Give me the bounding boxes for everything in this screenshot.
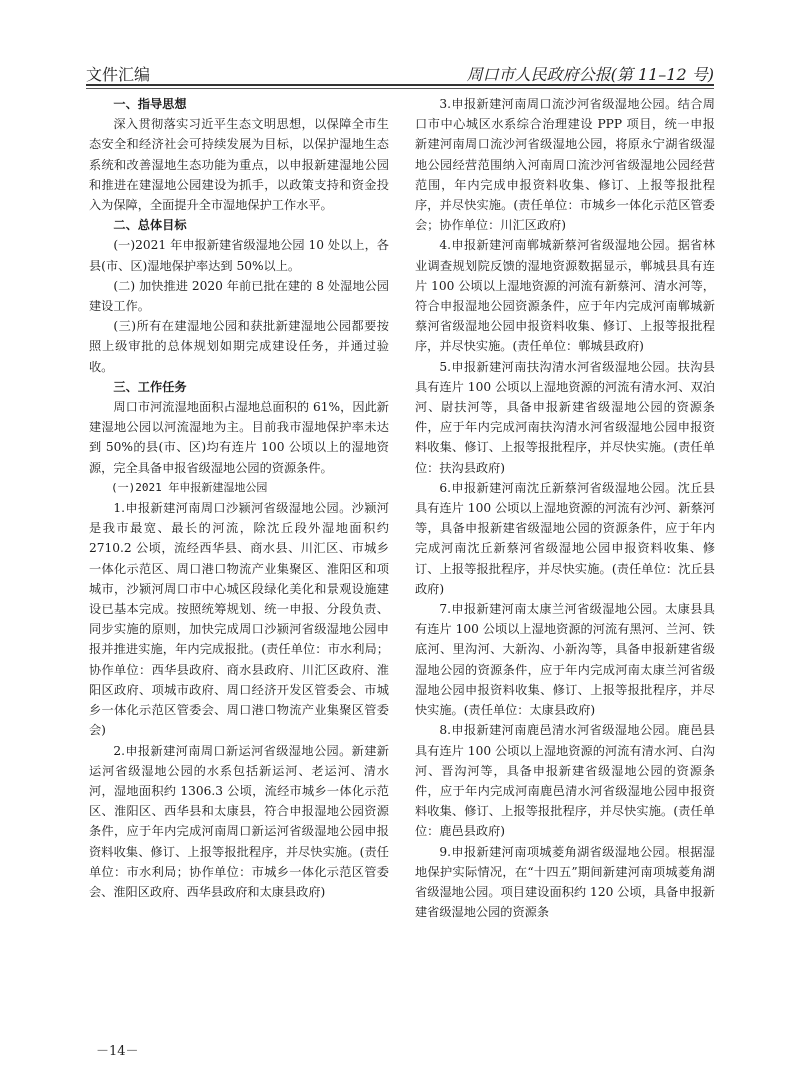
publication-title: 周口市人民政府公报(第 11–12 号): [466, 65, 714, 84]
header-rule-thin: [86, 88, 714, 89]
right-paragraph: 8.申报新建河南鹿邑清水河省级湿地公园。鹿邑县具有连片 100 公顷以上湿地资源的河流有清水河、白沟河、晋沟河等，具备申报新建省级湿地公园的资源条件，应于年内完成河南鹿邑清水河省级湿地公园申报资料收集、修订、上报等报批程序，并尽快实施。(责任单位：鹿邑县政府): [415, 723, 715, 839]
left-heading: (一)2021 年申报新建湿地公园: [111, 480, 268, 494]
left-paragraph: (二) 加快推进 2020 年前已批在建的 8 处湿地公园建设工作。: [89, 278, 389, 314]
page-number: －14－: [96, 1044, 139, 1059]
section-title: 文件汇编: [86, 65, 151, 84]
header-rule-thick: [86, 84, 714, 86]
left-paragraph: 1.申报新建河南周口沙颍河省级湿地公园。沙颍河是我市最宽、最长的河流，除沈丘段外湿地面积约 2710.2 公顷，流经西华县、商水县、川汇区、市城乡一体化示范区、周口港口物流产业集聚区、淮阳区和项城市，沙颍河周口市中心城区段绿化美化和景观设施建设已基本完成。按照统筹规划、统一申报、分段负责、同步实施的原则，加快完成周口沙颍河省级湿地公园申报并推进实施，年内完成报批。(责任单位：市水利局；协作单位：西华县政府、商水县政府、川汇区政府、淮阳区政府、项城市政府、周口经济开发区管委会、市城乡一体化示范区管委会、周口港口物流产业集聚区管委会): [89, 501, 389, 738]
left-paragraph: 深入贯彻落实习近平生态文明思想，以保障全市生态安全和经济社会可持续发展为目标，以保护湿地生态系统和改善湿地生态功能为重点，以申报新建湿地公园和推进在建湿地公园建设为抓手，以政策支持和资金投入为保障，全面提升全市湿地保护工作水平。: [89, 117, 389, 213]
right-paragraph: 3.申报新建河南周口流沙河省级湿地公园。结合周口市中心城区水系综合治理建设 PPP 项目，统一申报新建河南周口流沙河省级湿地公园，将原永宁湖省级湿地公园经营范围纳入河南周口流沙河省级湿地公园经营范围，年内完成申报资料收集、修订、上报等报批程序，并尽快实施。(责任单位：市城乡一体化示范区管委会；协作单位：川汇区政府): [415, 97, 715, 233]
left-heading: 三、工作任务: [113, 379, 187, 394]
page-header: [86, 62, 714, 86]
left-paragraph: 2.申报新建河南周口新运河省级湿地公园。新建新运河省级湿地公园的水系包括新运河、老运河、清水河，湿地面积约 1306.3 公顷，流经市城乡一体化示范区、淮阳区、西华县和太康县，符合申报湿地公园资源条件，应于年内完成河南周口新运河省级湿地公园申报资料收集、修订、上报等报批程序，并尽快实施。(责任单位：市水利局；协作单位：市城乡一体化示范区管委会、淮阳区政府、西华县政府和太康县政府): [89, 743, 389, 899]
left-paragraph: (三)所有在建湿地公园和获批新建湿地公园都要按照上级审批的总体规划如期完成建设任务，并通过验收。: [89, 319, 389, 374]
right-paragraph: 7.申报新建河南太康兰河省级湿地公园。太康县具有连片 100 公顷以上湿地资源的河流有黑河、兰河、铁底河、里沟河、大新沟、小新沟等，具备申报新建省级湿地公园的资源条件，应于年内完成河南太康兰河省级湿地公园申报资料收集、修订、上报等报批程序，并尽快实施。(责任单位：太康县政府): [415, 602, 715, 718]
left-paragraph: 周口市河流湿地面积占湿地总面积的 61%，因此新建湿地公园以河流湿地为主。目前我市湿地保护率未达到 50%的县(市、区)均有连片 100 公顷以上的湿地资源，完全具备申报省级湿地公园的资源条件。: [89, 400, 389, 475]
right-paragraph: 5.申报新建河南扶沟清水河省级湿地公园。扶沟县具有连片 100 公顷以上湿地资源的河流有清水河、双泊河、尉扶河等，具备申报新建省级湿地公园的资源条件，应于年内完成河南扶沟清水河省级湿地公园申报资料收集、修订、上报等报批程序，并尽快实施。(责任单位：扶沟县政府): [415, 359, 715, 475]
left-paragraph: (一)2021 年申报新建省级湿地公园 10 处以上，各县(市、区)湿地保护率达到 50%以上。: [89, 238, 389, 273]
right-paragraph: 9.申报新建河南项城菱角湖省级湿地公园。根据湿地保护实际情况，在“十四五”期间新建河南项城菱角湖省级湿地公园。项目建设面积约 120 公顷，具备申报新建省级湿地公园的资源条: [415, 844, 715, 920]
left-heading: 一、指导思想: [113, 97, 187, 111]
left-heading: 二、总体目标: [113, 218, 187, 233]
right-column: [415, 94, 715, 922]
right-paragraph: 6.申报新建河南沈丘新蔡河省级湿地公园。沈丘县具有连片 100 公顷以上湿地资源的河流有沙河、新蔡河等，具备申报新建省级湿地公园的资源条件，应于年内完成河南沈丘新蔡河省级湿地公园申报资料收集、修订、上报等报批程序，并尽快实施。(责任单位：沈丘县政府): [415, 480, 715, 596]
right-paragraph: 4.申报新建河南郸城新蔡河省级湿地公园。据省林业调查规划院反馈的湿地资源数据显示，郸城县具有连片 100 公顷以上湿地资源的河流有新蔡河、清水河等，符合申报湿地公园资源条件，应于年内完成河南郸城新蔡河省级湿地公园申报资料收集、修订、上报等报批程序，并尽快实施。(责任单位：郸城县政府): [415, 238, 715, 354]
left-column: [89, 94, 389, 902]
